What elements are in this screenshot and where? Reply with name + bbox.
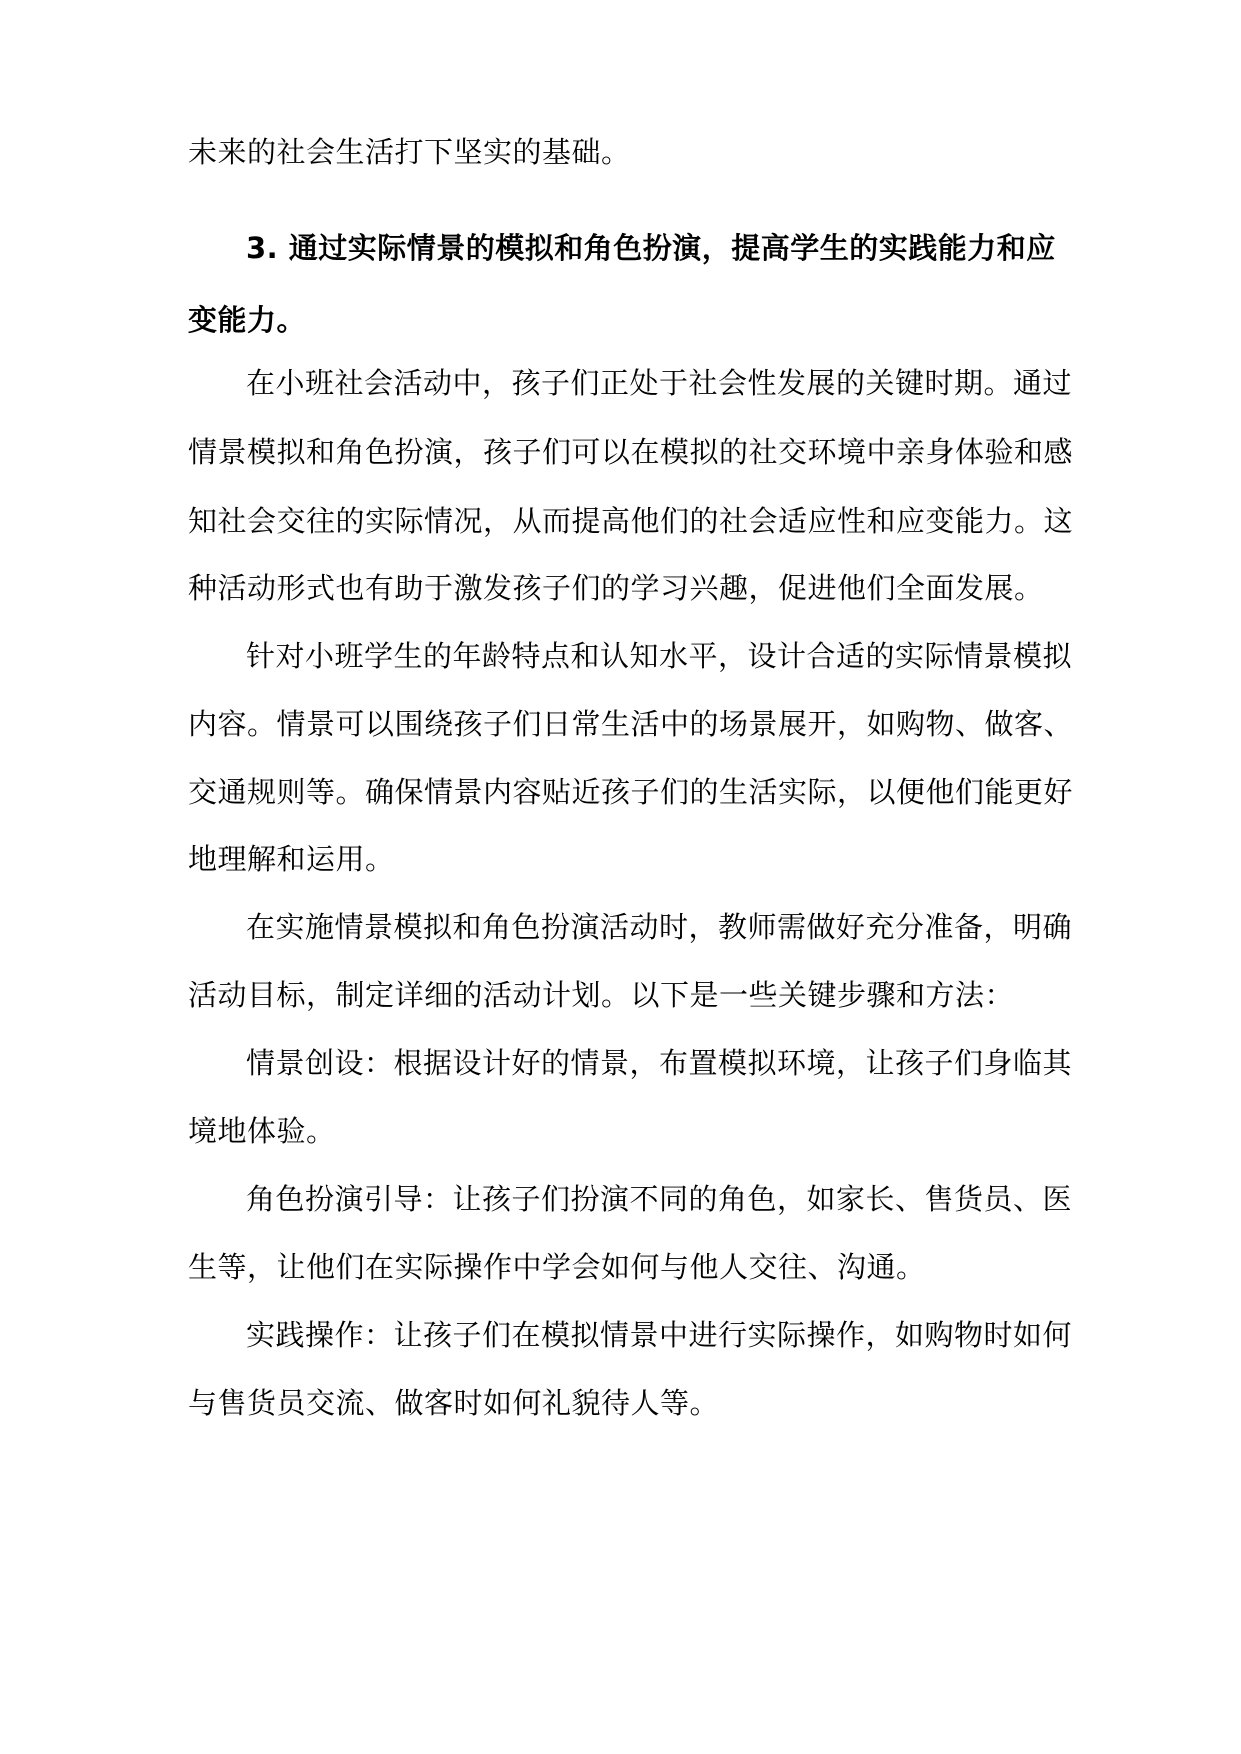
paragraph-line: 内容。情景可以围绕孩子们日常生活中的场景展开，如购物、做客、	[188, 707, 1074, 741]
section-heading-continuation: 变能力。	[188, 303, 307, 337]
paragraph-line: 在实施情景模拟和角色扮演活动时，教师需做好充分准备，明确	[246, 910, 1073, 944]
paragraph-line: 活动目标，制定详细的活动计划。以下是一些关键步骤和方法：	[188, 978, 1015, 1012]
paragraph-line: 实践操作：让孩子们在模拟情景中进行实际操作，如购物时如何	[246, 1318, 1073, 1352]
paragraph-line: 交通规则等。确保情景内容贴近孩子们的生活实际，以便他们能更好	[188, 775, 1074, 809]
paragraph-line: 未来的社会生活打下坚实的基础。	[188, 135, 631, 169]
section-heading: 3. 通过实际情景的模拟和角色扮演，提高学生的实践能力和应	[246, 231, 1056, 265]
paragraph-line: 境地体验。	[188, 1114, 336, 1148]
paragraph-line: 角色扮演引导：让孩子们扮演不同的角色，如家长、售货员、医	[246, 1182, 1073, 1216]
paragraph-line: 与售货员交流、做客时如何礼貌待人等。	[188, 1386, 720, 1420]
paragraph-line: 知社会交往的实际情况，从而提高他们的社会适应性和应变能力。这	[188, 504, 1074, 538]
paragraph-line: 针对小班学生的年龄特点和认知水平，设计合适的实际情景模拟	[246, 639, 1073, 673]
paragraph-line: 地理解和运用。	[188, 842, 395, 876]
paragraph-line: 情景创设：根据设计好的情景，布置模拟环境，让孩子们身临其	[246, 1046, 1073, 1080]
paragraph-line: 种活动形式也有助于激发孩子们的学习兴趣，促进他们全面发展。	[188, 571, 1044, 605]
paragraph-line: 在小班社会活动中，孩子们正处于社会性发展的关键时期。通过	[246, 366, 1073, 400]
paragraph-line: 情景模拟和角色扮演，孩子们可以在模拟的社交环境中亲身体验和感	[188, 435, 1074, 469]
paragraph-line: 生等，让他们在实际操作中学会如何与他人交往、沟通。	[188, 1250, 926, 1284]
